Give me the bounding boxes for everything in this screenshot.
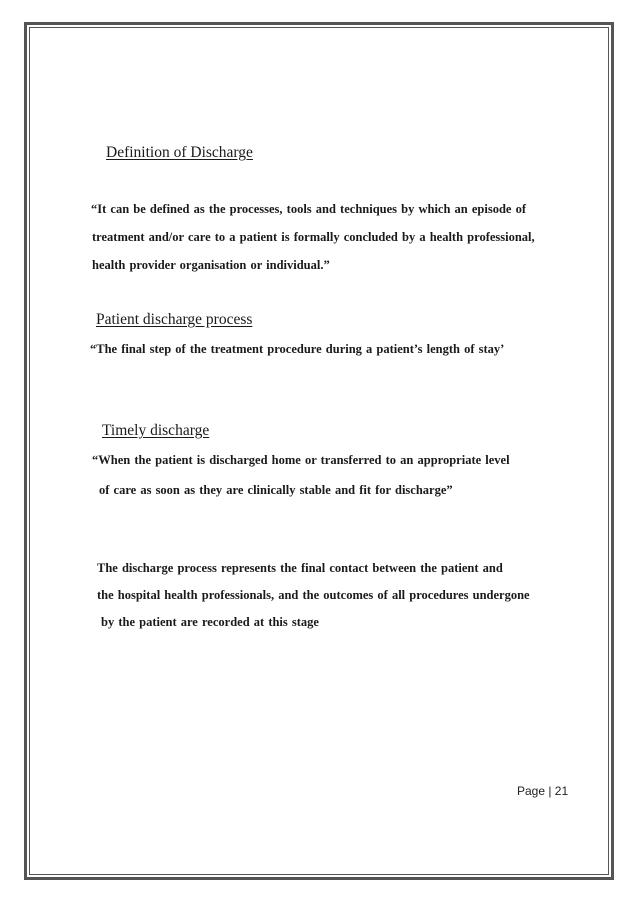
process-line-1: “The final step of the treatment procedure during a patient’s length of stay’ — [90, 342, 505, 356]
closing-line-3: by the patient are recorded at this stage — [101, 615, 319, 629]
timely-line-1: “When the patient is discharged home or transferred to an appropriate level — [92, 453, 510, 467]
definition-line-3: health provider organisation or individual.” — [92, 258, 330, 272]
section-heading-timely: Timely discharge — [102, 422, 210, 439]
section-heading-definition: Definition of Discharge — [106, 144, 253, 161]
definition-line-2: treatment and/or care to a patient is formally concluded by a health professional, — [92, 230, 535, 244]
closing-line-2: the hospital health professionals, and the outcomes of all procedures undergone — [97, 588, 530, 602]
timely-line-2: of care as soon as they are clinically stable and fit for discharge” — [99, 483, 453, 497]
section-heading-process: Patient discharge process — [96, 311, 253, 328]
closing-line-1: The discharge process represents the final contact between the patient and — [97, 561, 503, 575]
definition-line-1: “It can be defined as the processes, tools and techniques by which an episode of — [91, 202, 526, 216]
page-number: Page | 21 — [517, 784, 569, 798]
